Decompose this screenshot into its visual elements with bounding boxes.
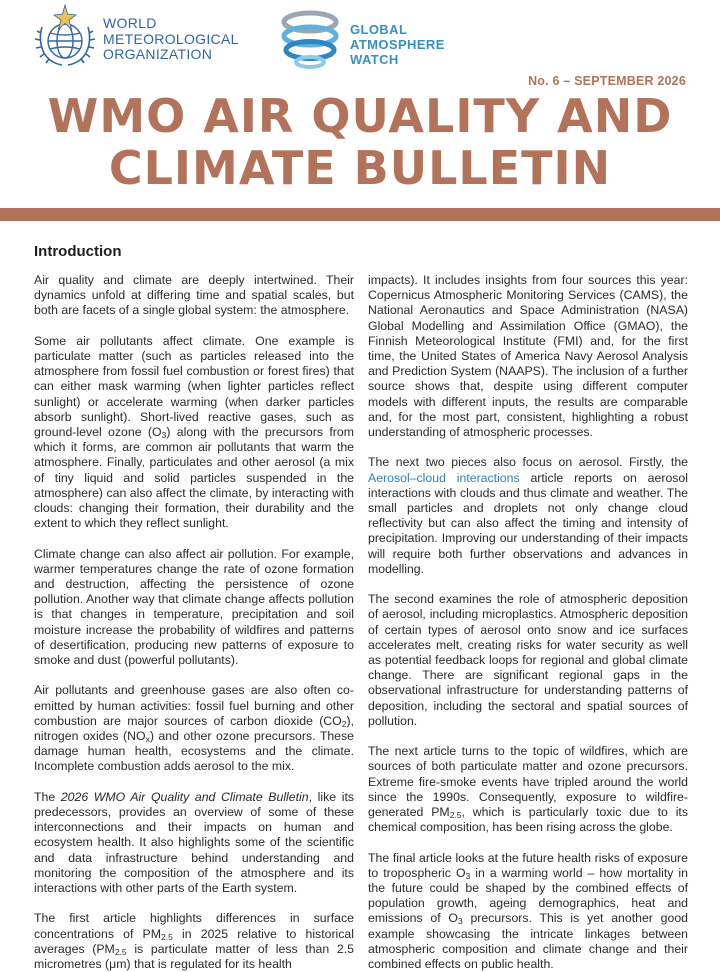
bulletin-title-reference: 2026 WMO Air Quality and Climate Bulletin bbox=[60, 789, 309, 804]
gaw-name-line: GLOBAL bbox=[350, 22, 408, 37]
gaw-name-line: WATCH bbox=[350, 52, 399, 67]
paragraph: The next two pieces also focus on aerosol. Firstly, the Aerosol–cloud interactions article reports on aerosol interactions with clouds and thus climate and weather. The small particles and droplets not only change cloud reflectivity but can also affect the timing and intensity of precipitation. Improving our understanding of their impacts will require both further observations and advances in modelling. bbox=[368, 455, 689, 576]
gaw-program-name bbox=[350, 22, 445, 67]
gaw-rings-icon bbox=[276, 8, 344, 70]
paragraph: Climate change can also affect air pollution. For example, warmer temperatures change the rate of ozone formation and destruction, affecting the persistence of ozone pollution. Another way that climate change affects pollution is that changes in temperature, precipitation and soil moisture increase the probability of wildfires and patterns of desertification, producing new patterns of exposure to smoke and dust (powerful pollutants). bbox=[34, 546, 354, 668]
paragraph: The second examines the role of atmospheric deposition of aerosol, including microplastics. Atmospheric deposition of certain types of aerosol onto snow and ice surfaces accelerates melt, creating risks for water security as well as potential feedback loops for regional and global climate change. There are significant regional gaps in the observational infrastructure for understanding patterns of deposition, including the sectoral and spatial sources of pollution. bbox=[368, 592, 688, 728]
aerosol-cloud-interactions-link[interactable]: Aerosol–cloud interactions bbox=[368, 470, 520, 485]
section-heading: Introduction bbox=[34, 243, 122, 260]
paragraph: The next article turns to the topic of wildfires, which are sources of both particulate matter and ozone precursors. Extreme fire-smoke events have tripled around the world since the 1990s. Consequently, exposure to wildfire-generated $PM_{2.5}$, which is particularly toxic due to its chemical composition, has been rising across the globe. bbox=[368, 744, 688, 835]
title-divider bbox=[0, 208, 720, 221]
title-line: WMO AIR QUALITY AND bbox=[47, 89, 673, 143]
wmo-name-line: ORGANIZATION bbox=[103, 46, 213, 62]
paragraph: The 2026 WMO Air Quality and Climate Bulletin, like its predecessors, provides an overview of some of these interconnections and their impacts on human and ecosystem health. It also highlights some of the scientific and data infrastructure behind understanding and monitoring the composition of the atmosphere and its interactions with other parts of the Earth system. bbox=[34, 789, 355, 896]
wmo-name-line: METEOROLOGICAL bbox=[103, 30, 239, 47]
gaw-name-line: ATMOSPHERE bbox=[350, 37, 445, 52]
paragraph: The final article looks at the future health risks of exposure to tropospheric $O_3$ in a warming world – how mortality in the future could be shaped by the combined effects of population growth, ageing demographics, heat and emissions of $O_3$ precursors. This is yet another good example showcasing the intricate linkages between atmospheric composition and climate change and their combined effects on public health. bbox=[368, 850, 688, 972]
paragraph: The first article highlights differences in surface concentrations of $PM_{2.5}$ in 2025 relative to historical averages ($PM_{2.5}$ is particulate matter of less than 2.5 micrometres (μm) that is regulated for its health bbox=[34, 911, 355, 972]
paragraph: Air quality and climate are deeply intertwined. Their dynamics unfold at differing time and spatial scales, but both are facets of a single global system: the atmosphere. bbox=[34, 273, 354, 318]
paragraph: impacts). It includes insights from four sources this year: Copernicus Atmospheric Monitoring Services (CAMS), the National Aeronautics and Space Administration (NASA) Global Modelling and Assimilation Office (GMAO), the Finnish Meteorological Institute (FMI) and, for the first time, the United States of America Navy Aerosol Analysis and Prediction System (NAAPS). The inclusion of a further source shows that, despite using different computer models with different inputs, the results are comparable and, for the most part, consistent, highlighting a robust understanding of atmospheric processes. bbox=[368, 273, 688, 440]
title-line: CLIMATE BULLETIN bbox=[108, 141, 612, 195]
wmo-emblem-icon bbox=[32, 3, 98, 69]
masthead bbox=[0, 0, 720, 80]
bulletin-title bbox=[0, 90, 720, 194]
wmo-organization-name bbox=[103, 16, 239, 63]
paragraph: Some air pollutants affect climate. One example is particulate matter (such as particles released into the atmosphere from fossil fuel combustion or forest fires) that can either mask warming (when lighter particles reflect sunlight) or accelerate warming (when darker particles absorb sunlight). Short-lived reactive gases, such as ground-level ozone $(O_3)$ along with the precursors from which it forms, are common air pollutants that warm the atmosphere. Finally, particulates and other aerosol (a mix of tiny liquid and solid particles suspended in the atmosphere) can also affect the climate, by interacting with clouds: changing their formation, their durability and the extent to which they reflect sunlight. bbox=[34, 333, 354, 531]
paragraph: Air pollutants and greenhouse gases are also often co-emitted by human activities: fossil fuel burning and other combustion are major sources of carbon dioxide $(CO_2)$, nitrogen oxides $(NO_x)$ and other ozone precursors. These damage human health, ecosystems and the climate. Incomplete combustion adds aerosol to the mix. bbox=[34, 683, 354, 774]
text-column-left bbox=[34, 273, 354, 972]
wmo-name-line: WORLD bbox=[103, 15, 157, 31]
issue-number: No. 6 – SEPTEMBER 2026 bbox=[528, 74, 686, 88]
text-column-right bbox=[368, 273, 688, 972]
